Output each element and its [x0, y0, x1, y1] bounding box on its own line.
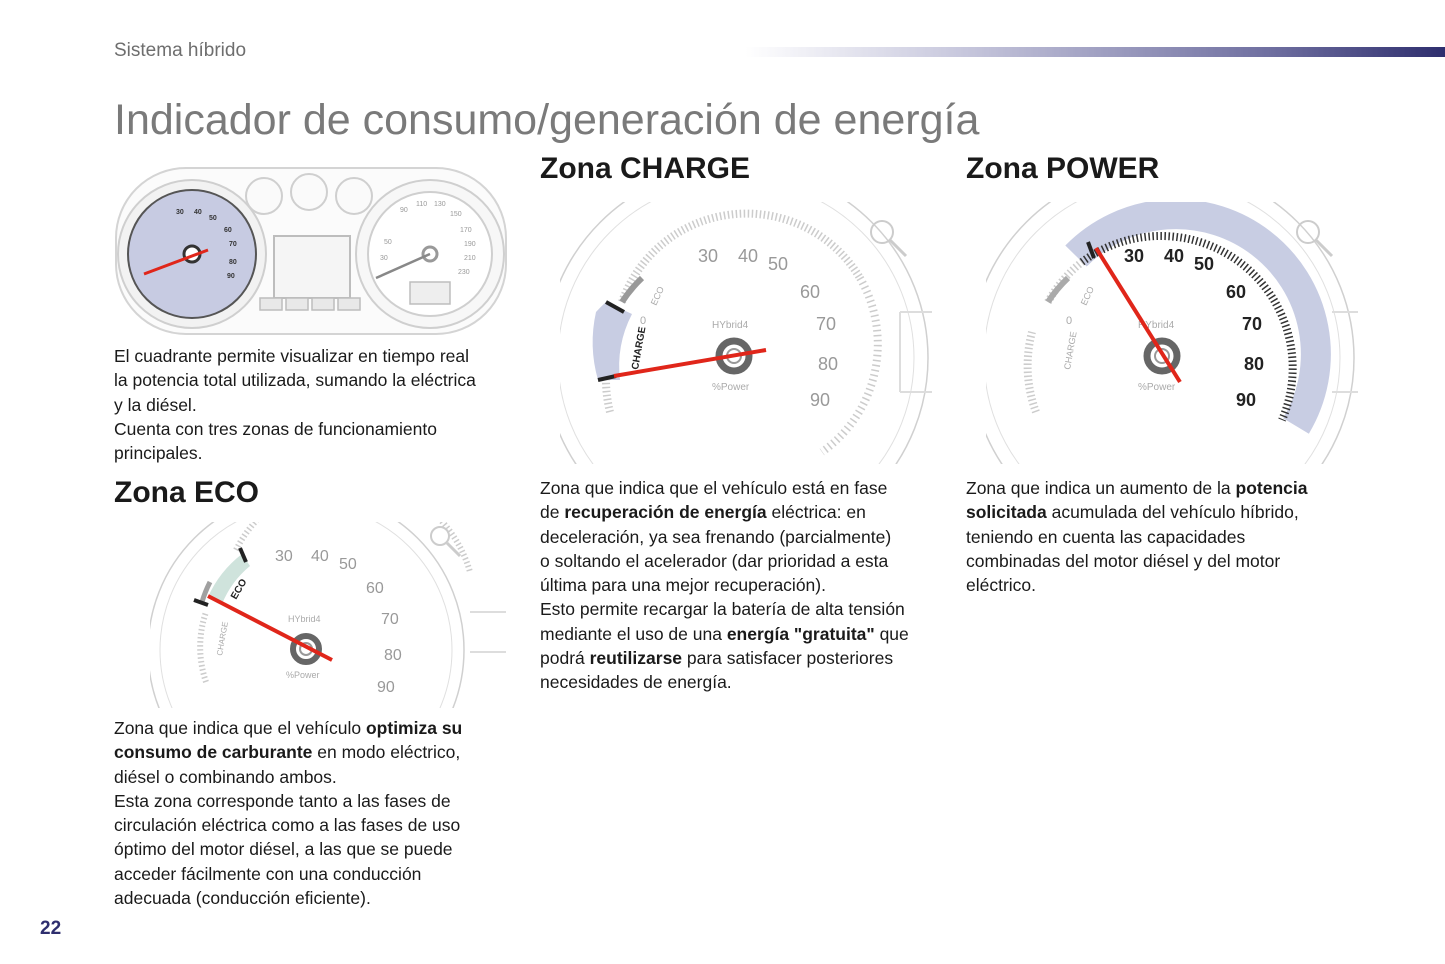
- section-label: Sistema híbrido: [114, 40, 247, 61]
- power-text-line: teniendo en cuenta las capacidades: [966, 526, 1246, 547]
- eco-text-line: óptimo del motor diésel, a las que se puede: [114, 839, 453, 860]
- charge-tick-label: 50: [768, 254, 789, 274]
- gauge-zero-label: 0: [640, 315, 647, 327]
- gauge-unit-label: %Power: [286, 670, 320, 680]
- eco-tick-label: 80: [384, 647, 402, 664]
- eco-tick-label: 30: [275, 548, 293, 565]
- power-text-bold: solicitada: [966, 502, 1047, 523]
- charge-text-line: Esto permite recargar la batería de alta tensión: [540, 599, 905, 620]
- gauge-unit-label: %Power: [712, 382, 750, 393]
- charge-text-line: deceleración, ya sea frenando (parcialmente): [540, 526, 892, 547]
- intro-line: Cuenta con tres zonas de funcionamiento: [114, 418, 437, 439]
- charge-gauge-image: [560, 202, 932, 464]
- eco-text-bold: optimiza su: [365, 718, 463, 738]
- power-tick-label: 30: [1124, 246, 1145, 266]
- svg-text:50: 50: [209, 215, 217, 222]
- svg-text:210: 210: [464, 255, 476, 262]
- svg-text:60: 60: [224, 227, 232, 234]
- intro-line: El cuadrante permite visualizar en tiempo real: [114, 346, 470, 366]
- eco-tick-label: 50: [339, 556, 357, 573]
- zone-power-text: [966, 476, 1366, 597]
- header-gradient-bar: [745, 47, 1445, 57]
- eco-text-line: adecuada (conducción eficiente).: [114, 888, 371, 909]
- svg-text:30: 30: [380, 255, 388, 262]
- eco-tick-label: 90: [377, 679, 395, 696]
- eco-tick-label: 60: [366, 580, 384, 597]
- power-tick-label: 80: [1244, 354, 1265, 374]
- zone-eco-text: [114, 716, 514, 910]
- eco-text-line: Esta zona corresponde tanto a las fases de: [114, 790, 451, 811]
- charge-text-run: podrá: [540, 648, 590, 669]
- charge-zone-label: CHARGE: [630, 325, 649, 371]
- gauge-brand-label: HYbrid4: [288, 614, 321, 624]
- charge-text-run: que: [874, 623, 909, 644]
- charge-tick-label: 60: [800, 282, 821, 302]
- power-tick-label: 40: [1164, 246, 1185, 266]
- charge-text-bold: reutilizarse: [589, 648, 683, 669]
- eco-text-line: circulación eléctrica como a las fases de uso: [114, 815, 461, 836]
- power-text-line: combinadas del motor diésel y del motor: [966, 550, 1281, 571]
- charge-text-run: para satisfacer posteriores: [682, 648, 894, 669]
- page-title: Indicador de consumo/generación de energía: [114, 96, 980, 144]
- svg-text:230: 230: [458, 269, 470, 276]
- charge-tick-label: 90: [810, 390, 831, 410]
- charge-text-run: mediante el uso de una: [540, 623, 727, 644]
- power-tick-label: 90: [1236, 390, 1257, 410]
- instrument-cluster-image: [114, 166, 508, 336]
- svg-text:90: 90: [400, 207, 408, 214]
- power-tick-label: 60: [1226, 282, 1247, 302]
- zone-eco-title: Zona ECO: [114, 476, 260, 509]
- charge-text-bold: recuperación de energía: [564, 502, 767, 523]
- charge-tick-label: 70: [816, 314, 837, 334]
- svg-text:170: 170: [460, 227, 472, 234]
- charge-text-line: última para una mejor recuperación).: [540, 575, 826, 596]
- eco-zone-label: ECO: [229, 577, 250, 602]
- svg-text:50: 50: [384, 239, 392, 246]
- eco-zone-label: ECO: [1078, 284, 1097, 307]
- gauge-brand-label: HYbrid4: [1138, 320, 1175, 331]
- charge-text-bold: energía "gratuita": [726, 623, 875, 644]
- charge-tick-label: 80: [818, 354, 839, 374]
- charge-zone-label: CHARGE: [215, 621, 230, 657]
- power-text-run: acumulada del vehículo híbrido,: [1046, 502, 1299, 523]
- eco-gauge-image: [150, 522, 506, 708]
- intro-line: la potencia total utilizada, sumando la eléctrica: [114, 370, 476, 391]
- charge-tick-label: 30: [698, 246, 719, 266]
- svg-text:190: 190: [464, 241, 476, 248]
- charge-zone-label: CHARGE: [1062, 330, 1079, 371]
- intro-line: y la diésel.: [114, 394, 197, 415]
- svg-text:130: 130: [434, 201, 446, 208]
- charge-text-run: eléctrica: en: [766, 502, 866, 523]
- eco-text-line: diésel o combinando ambos.: [114, 766, 337, 787]
- eco-text-line: acceder fácilmente con una conducción: [114, 863, 422, 884]
- eco-zone-label: ECO: [648, 284, 667, 307]
- power-text-bold: potencia: [1235, 478, 1308, 498]
- zone-charge-title: Zona CHARGE: [540, 152, 750, 185]
- svg-text:90: 90: [227, 273, 235, 280]
- intro-line: principales.: [114, 443, 203, 464]
- svg-text:80: 80: [229, 259, 237, 266]
- power-tick-label: 50: [1194, 254, 1215, 274]
- zone-charge-text: [540, 476, 940, 695]
- eco-tick-label: 40: [311, 548, 329, 565]
- eco-text-run: en modo eléctrico,: [312, 742, 461, 763]
- power-text-run: Zona que indica un aumento de la: [966, 478, 1236, 498]
- charge-text-line: Zona que indica que el vehículo está en fase: [540, 478, 888, 498]
- eco-text-bold: consumo de carburante: [114, 742, 313, 763]
- svg-text:110: 110: [416, 201, 428, 208]
- charge-text-run: de: [540, 502, 565, 523]
- power-text-line: eléctrico.: [966, 575, 1037, 596]
- svg-text:70: 70: [229, 241, 237, 248]
- charge-tick-label: 40: [738, 246, 759, 266]
- power-tick-label: 70: [1242, 314, 1263, 334]
- charge-text-line: o soltando el acelerador (dar prioridad a esta: [540, 550, 889, 571]
- gauge-unit-label: %Power: [1138, 382, 1176, 393]
- svg-text:30: 30: [176, 209, 184, 216]
- eco-tick-label: 70: [381, 611, 399, 628]
- svg-text:150: 150: [450, 211, 462, 218]
- eco-text-run: Zona que indica que el vehículo: [114, 718, 366, 738]
- page-number: 22: [40, 918, 62, 939]
- charge-text-line: necesidades de energía.: [540, 672, 732, 693]
- intro-text: [114, 344, 514, 465]
- zone-power-title: Zona POWER: [966, 152, 1160, 185]
- gauge-brand-label: HYbrid4: [712, 320, 749, 331]
- gauge-zero-label: 0: [1066, 315, 1073, 327]
- svg-text:40: 40: [194, 209, 202, 216]
- power-gauge-image: [986, 202, 1358, 464]
